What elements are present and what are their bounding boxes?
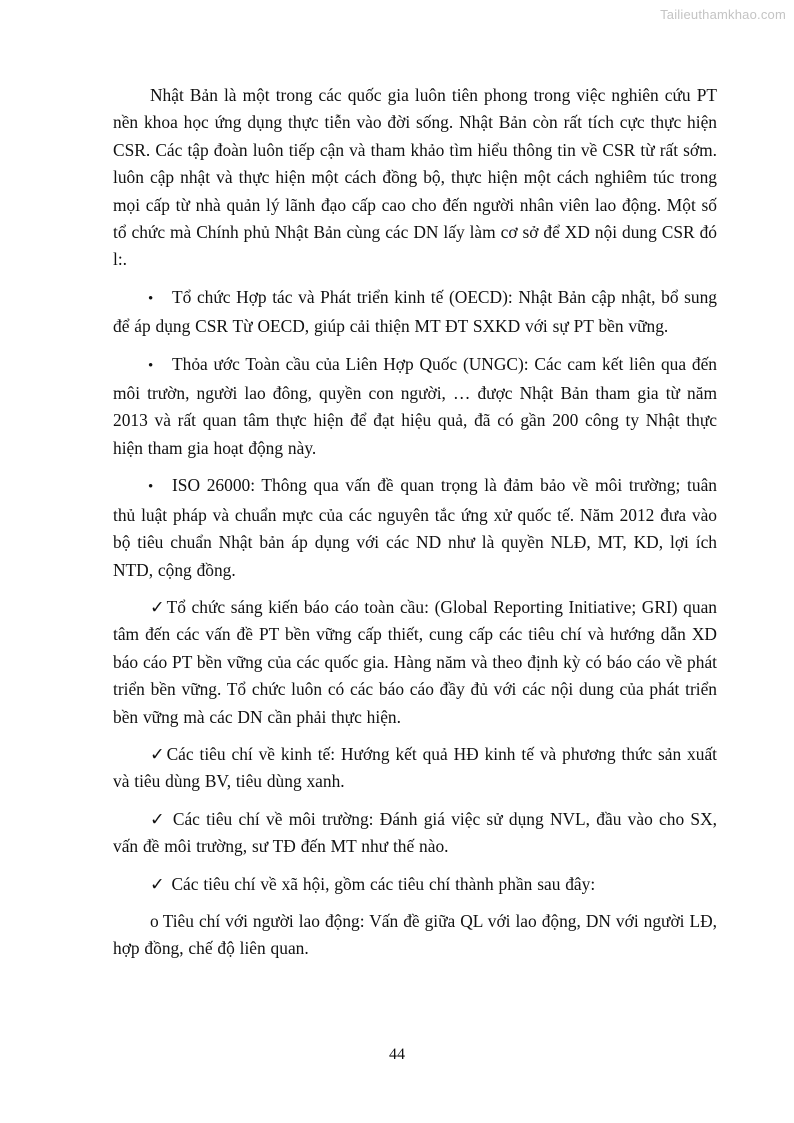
check-gri (113, 594, 717, 731)
checkmark-icon: ✓ (150, 596, 165, 617)
checkmark-icon: ✓ (150, 808, 165, 829)
paragraph-text: Tổ chức Hợp tác và Phát triển kinh tế (OECD): Nhật Bản cập nhật, bổ sung để áp dụng CSR Từ OECD, giúp cải thiện MT ĐT SXKD với sự PT bền vững. (113, 286, 717, 337)
bullet-dot-icon: • (148, 357, 154, 374)
paragraph-text: Các tiêu chí về xã hội, gồm các tiêu chí thành phần sau đây: (171, 873, 596, 894)
document-body (113, 82, 717, 973)
check-economic-criteria (113, 741, 717, 796)
checkmark-icon: ✓ (150, 743, 165, 764)
paragraph-text: Tổ chức sáng kiến báo cáo toàn cầu: (Global Reporting Initiative; GRI) quan tâm đến các vấn đề PT bền vững cấp thiết, cung cấp các tiêu chí và hướng dẫn XD báo cáo PT bền vững của các quốc gia. Hàng năm và theo định kỳ có báo cáo về phát triển bền vững. Tổ chức luôn có các báo cáo đầy đủ với các nội dung của phát triển bền vững mà các DN cần phải thực hiện. (113, 596, 717, 727)
bullet-iso (113, 472, 717, 584)
bullet-oecd (113, 284, 717, 341)
bullet-dot-icon: • (148, 290, 154, 307)
paragraph-text: Các tiêu chí về kinh tế: Hướng kết quả HĐ kinh tế và phương thức sản xuất và tiêu dùng BV, tiêu dùng xanh. (113, 743, 717, 792)
sub-item-labor-criteria (113, 908, 717, 963)
check-social-criteria (113, 871, 717, 898)
bullet-ungc (113, 351, 717, 463)
circle-bullet-icon: o (150, 910, 159, 931)
paragraph-text: ISO 26000: Thông qua vấn đề quan trọng là đảm bảo về môi trường; tuân thủ luật pháp và chuẩn mực của các nguyên tắc ứng xử quốc tế. Năm 2012 đưa vào bộ tiêu chuẩn Nhật bản áp dụng với các ND như là quyền NLĐ, MT, KD, lợi ích NTD, cộng đồng. (113, 475, 717, 580)
bullet-dot-icon: • (148, 479, 154, 496)
paragraph-text: Thỏa ước Toàn cầu của Liên Hợp Quốc (UNGC): Các cam kết liên qua đến môi trườn, người lao đông, quyền con người, … được Nhật Bản tham gia từ năm 2013 và rất quan tâm thực hiện để đạt hiệu quả, đã có gần 200 công ty Nhật thực hiện tham gia hoạt động này. (113, 353, 717, 458)
intro-paragraph (113, 82, 717, 274)
watermark-text: Tailieuthamkhao.com (660, 7, 786, 22)
paragraph-text: Tiêu chí với người lao động: Vấn đề giữa QL với lao động, DN với người LĐ, hợp đồng, chế độ liên quan. (113, 910, 717, 959)
checkmark-icon: ✓ (150, 873, 165, 894)
paragraph-text: Nhật Bản là một trong các quốc gia luôn tiên phong trong việc nghiên cứu PT nền khoa học ứng dụng thực tiễn vào đời sống. Nhật Bản còn rất tích cực thực hiện CSR. Các tập đoàn luôn tiếp cận và tham khảo tìm hiểu thông tin về CSR từ rất sớm. luôn cập nhật và thực hiện một cách đồng bộ, thực hiện một cách nghiêm túc trong mọi cấp từ nhà quản lý lãnh đạo cấp cao cho đến người nhân viên lao động. Một số tổ chức mà Chính phủ Nhật Bản cùng các DN lấy làm cơ sở để XD nội dung CSR đó l:. (113, 85, 717, 270)
paragraph-text: Các tiêu chí về môi trường: Đánh giá việc sử dụng NVL, đầu vào cho SX, vấn đề môi trường, sư TĐ đến MT như thế nào. (113, 808, 718, 857)
check-environment-criteria (113, 806, 717, 861)
page-number: 44 (389, 1046, 405, 1063)
